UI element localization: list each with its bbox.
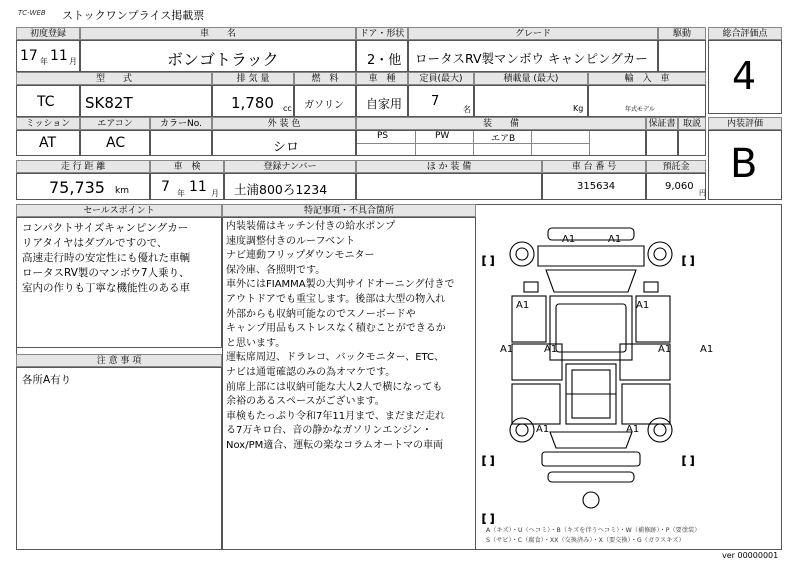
hdr-import: 輸 入 車 — [588, 72, 706, 85]
svg-text:]: ] — [490, 454, 495, 467]
page-title: ストックワンプライス掲載票 — [62, 9, 205, 22]
svg-text:[: [ — [482, 254, 487, 267]
hdr-interior: 内装評価 — [708, 117, 782, 130]
caution-line: 各所A有り — [22, 374, 72, 386]
special-lines — [226, 220, 454, 454]
damage-mark: A1 — [636, 300, 650, 311]
hdr-score: 総合評価点 — [708, 27, 782, 40]
hdr-car-name: 車 名 — [80, 27, 356, 40]
ext-color-value: シロ — [273, 140, 300, 155]
hdr-grade: グレード — [408, 27, 658, 40]
special-line: と思います。 — [226, 337, 286, 349]
model-prefix-cell — [16, 85, 80, 117]
sales-line: ロータスRV製のマンボウ7人乗り、 — [22, 267, 190, 279]
special-line: 前席上部には収納可能な大人2人で横になっても — [226, 381, 443, 393]
svg-text:]: ] — [490, 254, 495, 267]
hdr-price: 預託金 — [646, 160, 706, 173]
sales-line: リアタイヤはダブルですので、 — [22, 237, 168, 249]
doors-cell — [356, 40, 408, 72]
drive-cell — [658, 40, 706, 72]
car-name: ボンゴトラック — [167, 50, 279, 69]
special-line: 速度調整付きのルーフベント — [226, 235, 356, 247]
special-line: 内装装備はキッチン付きの給水ポンプ — [226, 221, 396, 232]
special-line: 余裕のあるスペースがございます。 — [226, 396, 385, 408]
sales-line: 高速走行時の安定性にも優れた車輌 — [22, 252, 190, 264]
equip-cell — [356, 130, 646, 156]
import-cell — [588, 85, 706, 117]
damage-mark: A1 — [516, 300, 530, 311]
svg-text:[: [ — [682, 254, 687, 267]
interior-cell — [708, 130, 782, 200]
car-name-cell — [80, 40, 356, 72]
cc-cell — [212, 85, 294, 117]
aircon-value: AC — [106, 135, 126, 151]
inspection-cell — [150, 173, 224, 200]
grade-cell — [408, 40, 658, 72]
hdr-doors: ドア・形状 — [356, 27, 408, 40]
car-type-value: 自家用 — [366, 97, 403, 111]
hdr-plate: 登録ナンバー — [224, 160, 356, 173]
hdr-inspection: 車 検 — [150, 160, 224, 173]
warranty-cell — [646, 130, 678, 156]
score-cell — [708, 40, 782, 114]
equip-airbag: エアB — [491, 134, 516, 144]
mileage-unit: km — [115, 186, 129, 196]
svg-text:]: ] — [490, 512, 495, 525]
mileage-value: 75,735 — [49, 178, 105, 197]
load-unit: Kg — [573, 104, 584, 113]
mission-value: AT — [39, 135, 57, 151]
hdr-manual: 取説 — [678, 117, 706, 130]
ext-color-cell — [212, 130, 356, 156]
grade-value: ロータスRV製マンボウ キャンピングカー — [415, 51, 648, 66]
hdr-aircon: エアコン — [80, 117, 150, 130]
equip-ps: PS — [377, 131, 389, 141]
hdr-fuel: 燃 料 — [294, 72, 356, 85]
insp-month-unit: 月 — [211, 189, 219, 198]
load-cell — [474, 85, 588, 117]
hdr-mission: ミッション — [16, 117, 80, 130]
damage-mark: A1 — [608, 234, 622, 245]
plate-value: 土浦800ろ1234 — [234, 182, 328, 197]
sales-lines — [22, 221, 190, 296]
model-cell — [80, 85, 212, 117]
sales-body — [16, 217, 222, 348]
special-line: ナビは通電確認のみの為オマケです。 — [226, 366, 396, 378]
deposit-unit: 円 — [699, 189, 706, 197]
hdr-mileage: 走 行 距 離 — [16, 160, 150, 173]
aircon-cell — [80, 130, 150, 156]
damage-mark: A1 — [626, 424, 640, 435]
hdr-cc: 排 気 量 — [212, 72, 294, 85]
special-line: Nox/PM適合、運転の楽なコラムオートマの車両 — [226, 439, 444, 451]
svg-text:]: ] — [690, 454, 695, 467]
hdr-equip: 装 備 — [356, 117, 646, 130]
special-title: 特記事項・不具合箇所 — [222, 204, 476, 217]
car-type-cell — [356, 85, 408, 117]
special-line: 車外にはFIAMMA製の大判サイドオーニング付きで — [226, 279, 455, 291]
capacity-value: 7 — [431, 94, 440, 109]
capacity-cell — [408, 85, 474, 117]
special-line: キャンプ用品もストレスなく積むことができるか — [226, 323, 446, 335]
mission-cell — [16, 130, 80, 156]
special-line: 保冷庫、各照明です。 — [226, 264, 326, 276]
special-line: ナビ連動フリップダウンモニター — [226, 250, 375, 262]
capacity-unit: 名 — [463, 105, 471, 114]
reg-year: 17 — [20, 48, 38, 64]
doors-value: 2・他 — [367, 53, 402, 68]
caution-title: 注 意 事 項 — [16, 354, 222, 367]
damage-mark: A1 — [536, 424, 550, 435]
version: ver 00000001 — [722, 551, 779, 560]
damage-mark: A1 — [544, 344, 558, 355]
hdr-ext-color: 外 装 色 — [212, 117, 356, 130]
model-year-label: 年式モデル — [625, 106, 655, 113]
hdr-model: 型 式 — [16, 72, 212, 85]
hdr-first-reg: 初度登録 — [16, 27, 80, 40]
hdr-other-equip: ほ か 装 備 — [356, 160, 542, 173]
other-equip-cell — [356, 173, 542, 200]
damage-mark: A1 — [500, 344, 514, 355]
hdr-load: 積載量 (最大) — [474, 72, 588, 85]
caution-body — [16, 367, 222, 550]
cc-value: 1,780 — [231, 94, 274, 112]
fuel-cell — [294, 85, 356, 117]
sales-line: コンパクトサイズキャンピングカー — [22, 222, 189, 234]
special-line: アウトドアでも重宝します。後部は大型の物入れ — [226, 293, 446, 305]
cc-unit: cc — [283, 104, 292, 113]
fuel-value: ガソリン — [304, 100, 344, 111]
insp-year-unit: 年 — [177, 189, 185, 198]
special-line: 外部からも収納可能なのでスノーボードや — [226, 308, 416, 320]
insp-month: 11 — [189, 179, 207, 195]
reg-year-unit: 年 — [40, 57, 48, 66]
plate-cell — [224, 173, 356, 200]
price-cell — [646, 173, 706, 200]
hdr-vin: 車 台 番 号 — [542, 160, 646, 173]
damage-mark: A1 — [562, 234, 576, 245]
svg-text:[: [ — [682, 454, 687, 467]
special-line: る7万キロ台、音の静かなガソリンエンジン・ — [226, 425, 432, 437]
vin-value: 315634 — [577, 181, 616, 192]
color-no-cell — [150, 130, 212, 156]
insp-year: 7 — [161, 179, 170, 195]
special-line: 運転席周辺、ドラレコ、バックモニター、ETC、 — [226, 352, 445, 364]
reg-month-unit: 月 — [69, 57, 77, 66]
model-value: SK82T — [85, 94, 133, 112]
model-prefix: TC — [37, 94, 55, 110]
sales-line: 室内の作りも丁寧な機能性のある車 — [22, 282, 190, 294]
reg-month: 11 — [50, 48, 68, 64]
hdr-warranty: 保証書 — [646, 117, 678, 130]
special-body — [222, 217, 476, 550]
overall-score: 4 — [732, 54, 757, 98]
vehicle-diagram — [476, 204, 782, 550]
hdr-color-no: カラーNo. — [150, 117, 212, 130]
sales-title: セールスポイント — [16, 204, 222, 217]
svg-text:[: [ — [482, 454, 487, 467]
svg-text:[: [ — [482, 512, 487, 525]
hdr-capacity: 定員(最大) — [408, 72, 474, 85]
deposit-value: 9,060 — [665, 181, 694, 192]
first-reg-cell — [16, 40, 80, 72]
legend-line-2: S（サビ）・C（腐食）・XX（交換済み）・X（要交換）・G（ガラスキズ） — [486, 537, 685, 544]
manual-cell — [678, 130, 706, 156]
special-line: 車検もたっぷり令和7年11月まで、まだまだ走れ — [226, 410, 445, 422]
logo: TC-WEB — [18, 9, 46, 17]
legend-line-1: A（キズ）・U（ヘコミ）・B（キズを伴うヘコミ）・W（補修跡）・P（要塗装） — [486, 527, 701, 534]
interior-score: B — [730, 141, 758, 187]
equip-pw: PW — [435, 131, 450, 141]
hdr-drive: 駆動 — [658, 27, 706, 40]
mileage-cell — [16, 173, 150, 200]
hdr-car-type: 車 種 — [356, 72, 408, 85]
damage-mark: A1 — [658, 344, 672, 355]
vin-cell — [542, 173, 646, 200]
svg-text:]: ] — [690, 254, 695, 267]
damage-mark: A1 — [700, 344, 714, 355]
